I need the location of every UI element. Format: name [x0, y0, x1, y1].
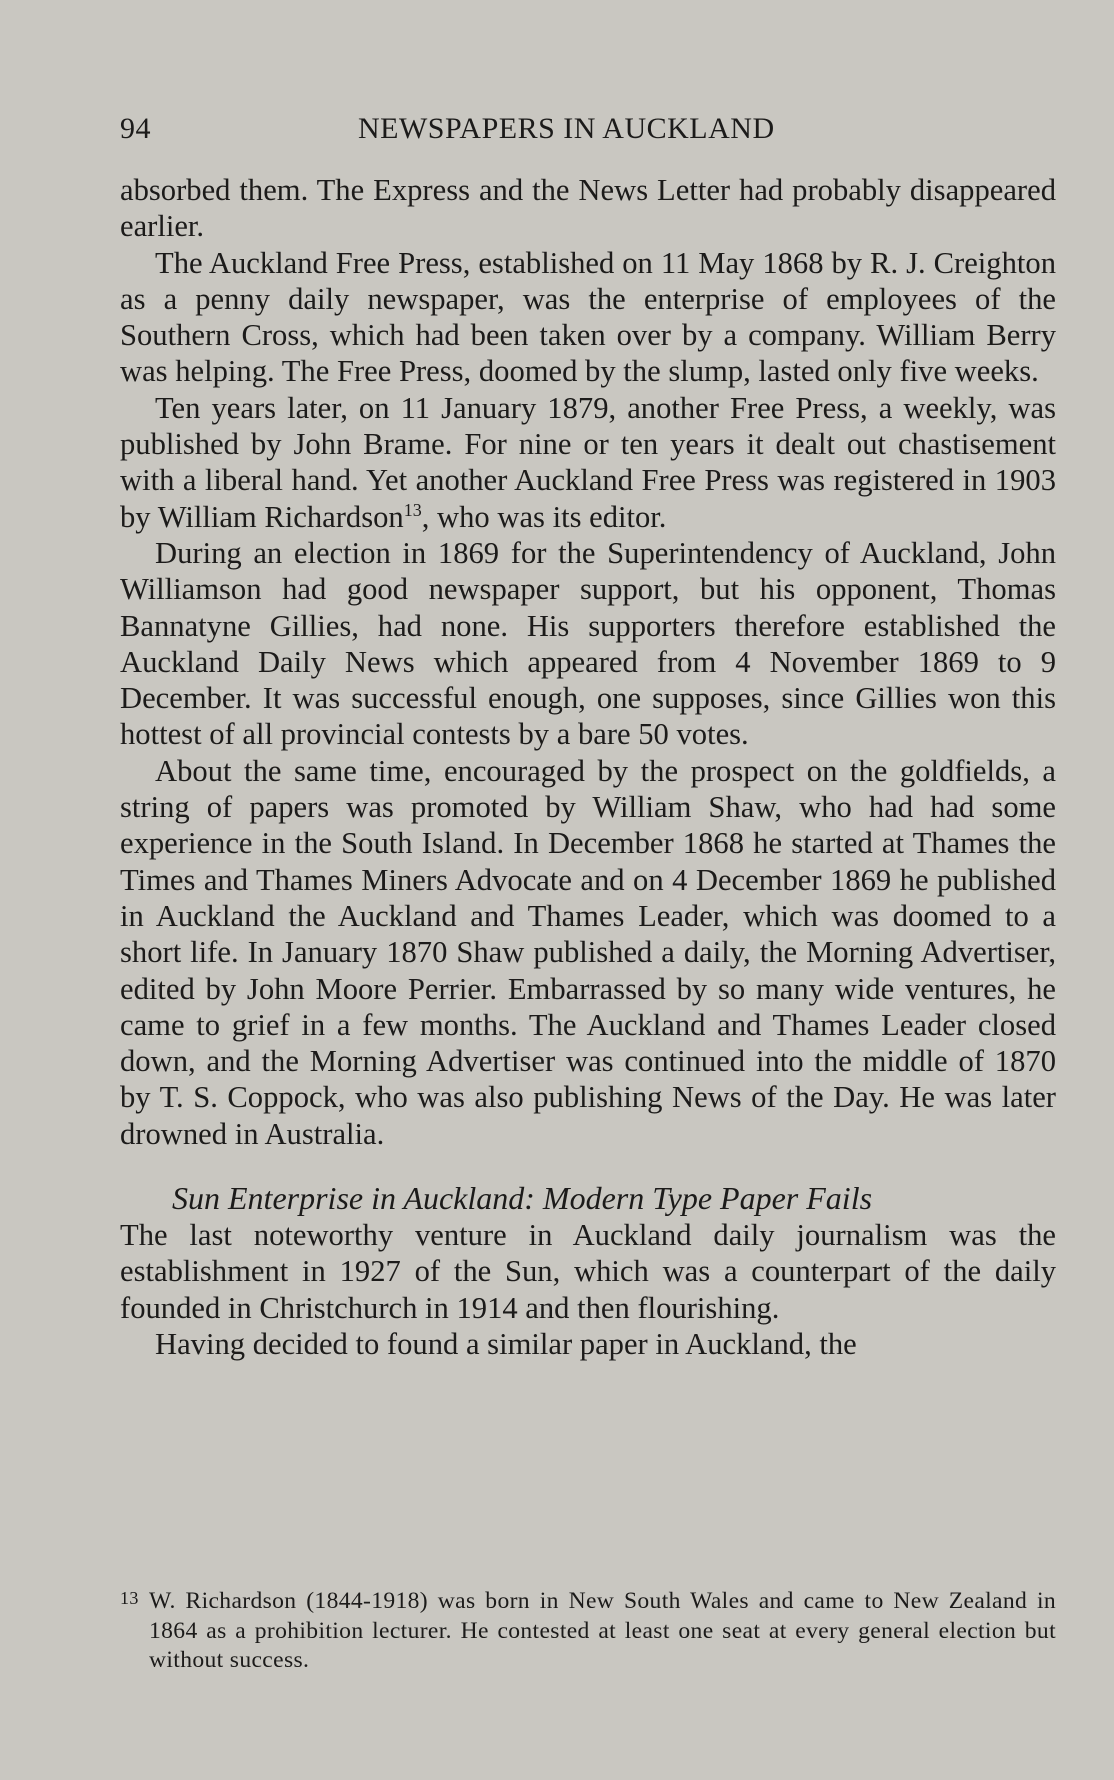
paragraph-free-press-weekly: [120, 390, 1056, 535]
paragraph-continuation: absorbed them. The Express and the News Letter had probably disappeared earlier.: [120, 173, 1056, 244]
paragraph-auckland-free-press: The Auckland Free Press, established on 11 May 1868 by R. J. Creighton as a penny daily newspaper, was the enterprise of employees of the Southern Cross, which had been taken over by a company. William Berry was helping. The Free Press, doomed by the slump, lasted only five weeks.: [120, 245, 1056, 389]
footnote-reference[interactable]: 13: [403, 499, 422, 520]
body-text: [120, 172, 1056, 1362]
paragraph-william-shaw: About the same time, encouraged by the prospect on the goldfields, a string of papers was promoted by William Shaw, who had had some experience in the South Island. In December 1868 he started at Thames the Times and Thames Miners Advocate and on 4 December 1869 he published in Auckland the Auckland and Thames Leader, which was doomed to a short life. In January 1870 Shaw published a daily, the Morning Advertiser, edited by John Moore Perrier. Embarrassed by so many wide ventures, he came to grief in a few months. The Auckland and Thames Leader closed down, and the Morning Advertiser was continued into the middle of 1870 by T. S. Coppock, who was also publishing News of the Day. He was later drowned in Australia.: [120, 753, 1056, 1151]
paragraph-text: Ten years later, on 11 January 1879, another Free Press, a weekly, was published by John Brame. For nine or ten years it dealt out chastisement with a liberal hand. Yet another Auckland Free Press was registered in 1903 by William Richardson: [120, 390, 1056, 534]
footnote-marker: 13: [120, 1588, 139, 1608]
paragraph-text: , who was its editor.: [421, 499, 667, 534]
running-title: NEWSPAPERS IN AUCKLAND: [358, 112, 775, 145]
footnote: [120, 1584, 1056, 1676]
footnote-text: W. Richardson (1844-1918) was born in New South Wales and came to New Zealand in 1864 as a prohibition lecturer. He contested at least one seat at every general election but without success.: [149, 1588, 1056, 1673]
footnote-body: [120, 1584, 1056, 1676]
section-heading: Sun Enterprise in Auckland: Modern Type Paper Fails: [172, 1180, 873, 1217]
page-header: [120, 112, 1056, 152]
paragraph-sun-continued: Having decided to found a similar paper in Auckland, the: [155, 1326, 857, 1361]
paragraph-auckland-daily-news: During an election in 1869 for the Superintendency of Auckland, John Williamson had good newspaper support, but his opponent, Thomas Bannatyne Gillies, had none. His supporters therefore established the Auckland Daily News which appeared from 4 November 1869 to 9 December. It was successful enough, one supposes, since Gillies won this hottest of all provincial contests by a bare 50 votes.: [120, 535, 1056, 752]
paragraph-sun-enterprise: The last noteworthy venture in Auckland daily journalism was the establishment in 1927 of the Sun, which was a counterpart of the daily founded in Christchurch in 1914 and then flourishing.: [120, 1218, 1056, 1325]
page-number: 94: [120, 112, 151, 145]
